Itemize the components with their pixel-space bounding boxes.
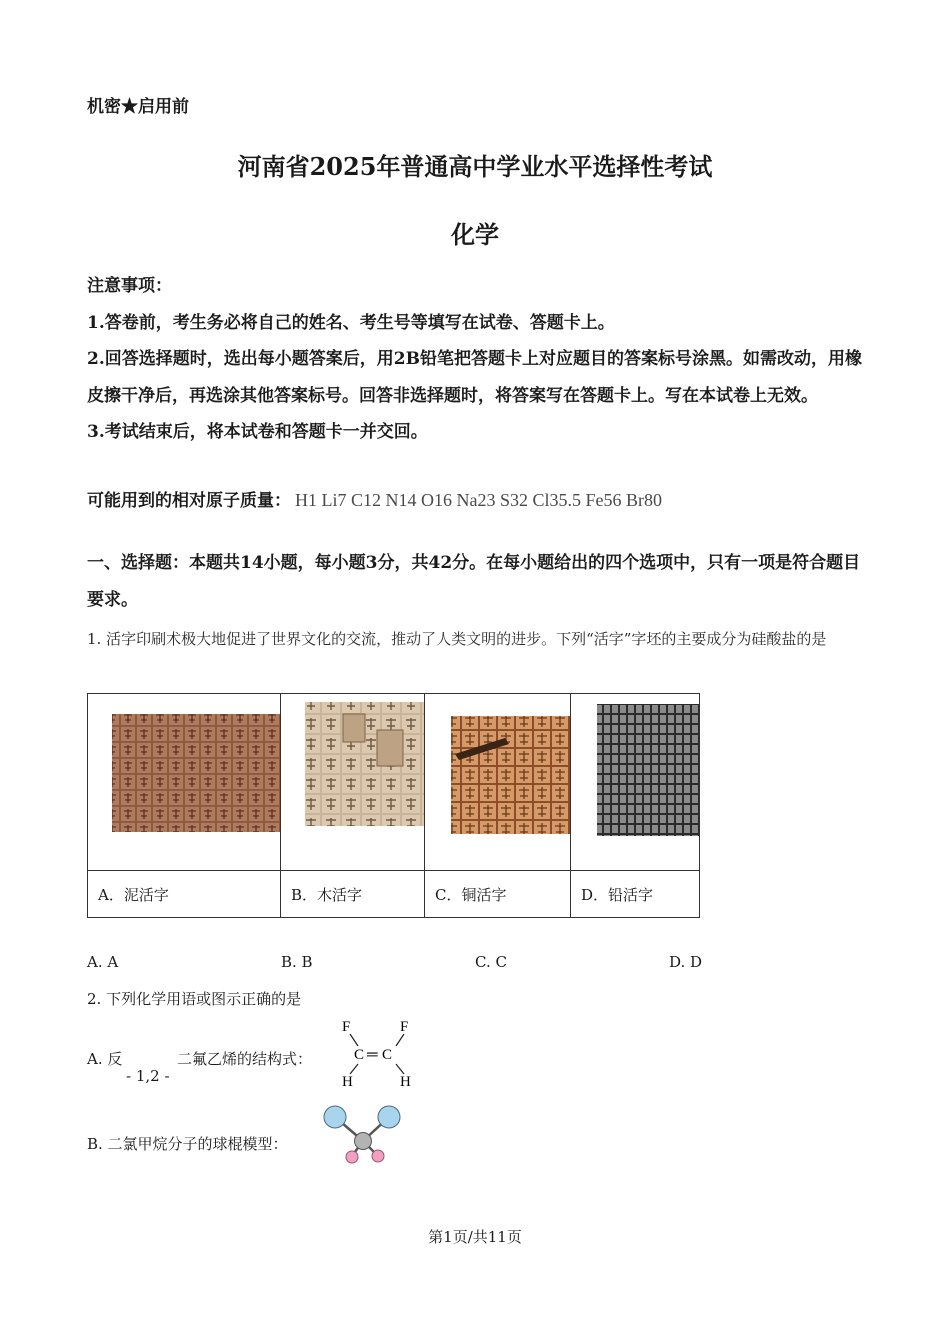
chlorine-atom-ball (378, 1106, 400, 1128)
atomic-mass-values: H1 Li7 C12 N14 O16 Na23 S32 Cl35.5 Fe56 Br80 (295, 490, 663, 510)
wood-type-image (281, 694, 424, 866)
formula-atom-f: F (400, 1019, 409, 1035)
question-1-stem: 1. 活字印刷术极大地促进了世界文化的交流，推动了人类文明的进步。下列“活字”字坯的主要成分为硅酸盐的是 (87, 630, 827, 648)
copper-type-image-cell (425, 694, 571, 871)
exam-title: 河南省2025年普通高中学业水平选择性考试 (237, 152, 713, 181)
notes-block (87, 268, 877, 451)
formula-atom-c: C (354, 1047, 365, 1063)
page-number-footer: 第1页/共11页 (428, 1228, 522, 1246)
formula-atom-h: H (342, 1074, 353, 1090)
notes-item: 1.答卷前，考生务必将自己的姓名、考生号等填写在试卷、答题卡上。 (87, 312, 615, 333)
formula-atom-h: H (400, 1074, 411, 1090)
q1-option-b[interactable]: B. B (281, 953, 313, 971)
clay-type-image (88, 694, 280, 866)
q2-option-b-text: B. 二氯甲烷分子的球棍模型： (87, 1135, 288, 1153)
q1-option-d[interactable]: D. D (669, 953, 703, 971)
option-label-wood: B．木活字 (281, 871, 425, 918)
formula-atom-f: F (342, 1019, 351, 1035)
option-label-clay: A．泥活字 (88, 871, 281, 918)
carbon-atom-ball (355, 1133, 372, 1150)
q2-option-a-locant: - 1,2 - (126, 1067, 170, 1085)
formula-double-bond: ═ (367, 1047, 378, 1063)
wood-type-image-cell (281, 694, 425, 871)
q2-option-a-text: 二氟乙烯的结构式： (177, 1050, 313, 1068)
exam-subject: 化学 (451, 220, 499, 249)
notes-heading: 注意事项： (87, 276, 172, 296)
difluoroethylene-structure (338, 1014, 422, 1092)
atomic-mass-label: 可能用到的相对原子质量： (87, 491, 291, 511)
dichloromethane-ball-stick-model (318, 1100, 408, 1168)
option-label-lead: D．铅活字 (571, 871, 700, 918)
lead-type-image-cell (571, 694, 700, 871)
q2-option-a-prefix: A. 反 (87, 1050, 123, 1068)
option-label-copper: C．铜活字 (425, 871, 571, 918)
copper-type-image (425, 694, 570, 866)
question-1-image-table (87, 693, 700, 918)
hydrogen-atom-ball (346, 1151, 358, 1163)
section-heading: 一、选择题：本题共14小题，每小题3分，共42分。在每小题给出的四个选项中，只有一项是符合题目要求。 (87, 553, 861, 610)
notes-item: 3.考试结束后，将本试卷和答题卡一并交回。 (87, 422, 428, 442)
hydrogen-atom-ball (372, 1150, 384, 1162)
lead-type-image (571, 694, 699, 866)
formula-atom-c: C (382, 1047, 393, 1063)
atomic-mass-line (87, 486, 662, 511)
confidential-label: 机密★启用前 (87, 97, 189, 117)
clay-type-image-cell (88, 694, 281, 871)
q1-option-a[interactable]: A. A (87, 953, 119, 971)
notes-item: 2.回答选择题时，选出每小题答案后，用2B铅笔把答题卡上对应题目的答案标号涂黑。如需改动，用橡皮擦干净后，再选涂其他答案标号。回答非选择题时，将答案写在答题卡上。写在本试卷上无效。 (87, 349, 862, 406)
chlorine-atom-ball (324, 1106, 346, 1128)
q1-option-c[interactable]: C. C (475, 953, 507, 971)
question-2-stem: 2. 下列化学用语或图示正确的是 (87, 990, 302, 1008)
